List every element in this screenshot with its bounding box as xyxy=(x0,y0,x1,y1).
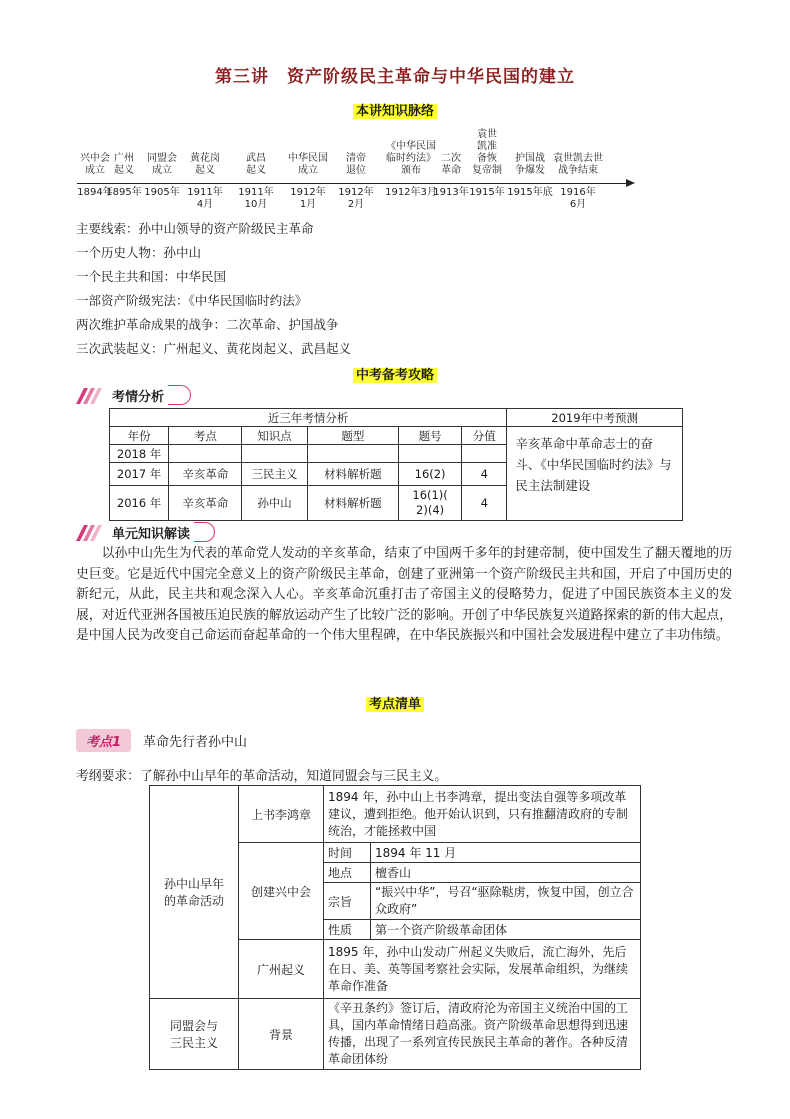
row-label: 广州起义 xyxy=(239,940,324,999)
sub-key: 宗旨 xyxy=(324,883,371,920)
timeline-year-label: 1911年 10月 xyxy=(238,187,274,210)
summary-line: 一部资产阶级宪法：《中华民国临时约法》 xyxy=(76,293,308,308)
exam-analysis-bar: 考情分析 xyxy=(76,385,191,405)
timeline-year-label: 1894年 xyxy=(77,187,113,198)
timeline-year-label: 1905年 xyxy=(144,187,180,198)
timeline-event-label: 中华民国 成立 xyxy=(288,153,328,176)
timeline-year-label: 1915年底 xyxy=(507,187,553,198)
row-text: 1895 年，孙中山发动广州起义失败后，流亡海外，先后在日、美、英等国考察社会实际，发展革命组织，为继续革命作准备 xyxy=(324,940,641,999)
kaodian-title: 革命先行者孙中山 xyxy=(143,735,248,750)
row-text: 1894 年，孙中山上书李鸿章，提出变法自强等多项改革建议，遭到拒绝。他开始认识到，只有推翻清政府的专制统治，才能拯救中国 xyxy=(324,786,641,843)
timeline-axis xyxy=(77,183,627,184)
timeline-event-label: 护国战 争爆发 xyxy=(515,153,545,176)
page-title: 第三讲 资产阶级民主革命与中华民国的建立 xyxy=(215,67,575,87)
summary-line: 一个历史人物：孙中山 xyxy=(76,245,202,260)
stripes-icon xyxy=(76,386,104,404)
section-title-knowledge: 本讲知识脉络 xyxy=(0,100,790,119)
timeline-year-label: 1916年 6月 xyxy=(560,187,596,210)
kaodian-1-header xyxy=(76,729,247,752)
col-header: 考点 xyxy=(169,427,242,445)
col-header: 题号 xyxy=(398,427,461,445)
header-right: 2019年中考预测 xyxy=(507,409,683,427)
timeline-year-label: 1912年 2月 xyxy=(338,187,374,210)
table-row: 2018 年 xyxy=(110,445,683,463)
timeline-event-label: 广州 起义 xyxy=(114,153,134,176)
timeline-year-label: 1911年 4月 xyxy=(187,187,223,210)
summary-line: 两次维护革命成果的战争：二次革命、护国战争 xyxy=(76,317,339,332)
sub-value: 1894 年 11 月 xyxy=(371,843,641,863)
unit-reading-text: 以孙中山先生为代表的革命党人发动的辛亥革命，结束了中国两千多年的封建帝制，使中国发生了翻天覆地的历史巨变。它是近代中国完全意义上的资产阶级民主革命，创建了亚洲第一个资产阶级民主共和国，开启了中国历史的新纪元，从此，民主共和观念深入人心。辛亥革命沉重打击了帝国主义的侵略势力，促进了中国民族资本主义的发展，对近代亚洲各国被压迫民族的解放运动产生了比较广泛的影响。开创了中华民族复兴道路探索的新的伟大起点，是中国人民为改变自己命运而奋起革命的一个伟大里程碑，在中华民族振兴和中国社会发展进程中建立了丰功伟绩。 xyxy=(76,546,732,643)
row-text: 《辛丑条约》签订后，清政府沦为帝国主义统治中国的工具，国内革命情绪日趋高涨。资产阶级革命思想得到迅速传播，出现了一系列宣传民族民主革命的著作。各种反清革命团体纷 xyxy=(324,999,641,1070)
summary-line: 主要线索：孙中山领导的资产阶级民主革命 xyxy=(76,221,314,236)
section-title-points: 考点清单 xyxy=(0,693,790,712)
section-title-strategy: 中考备考攻略 xyxy=(0,364,790,383)
sub-key: 地点 xyxy=(324,863,371,883)
header-left: 近三年考情分析 xyxy=(110,409,507,427)
col-header: 知识点 xyxy=(242,427,307,445)
table-row: 2016 年 辛亥革命 孙中山 材料解析题 16(1)( 2)(4) 4 xyxy=(110,486,683,521)
stripes-icon xyxy=(76,523,104,541)
col-header: 分值 xyxy=(462,427,507,445)
summary-line: 一个民主共和国：中华民国 xyxy=(76,269,227,284)
prediction-cell: 辛亥革命中革命志士的奋斗、《中华民国临时约法》与民主法制建设 xyxy=(507,427,683,521)
group-cell: 孙中山早年 的革命活动 xyxy=(150,786,239,999)
sub-value: 檀香山 xyxy=(371,863,641,883)
row-label: 背景 xyxy=(239,999,324,1070)
timeline-event-label: 武昌 起义 xyxy=(246,153,266,176)
timeline-event-label: 二次 革命 xyxy=(441,153,461,176)
timeline-event-label: 黄花岗 起义 xyxy=(190,153,220,176)
row-label: 上书李鸿章 xyxy=(239,786,324,843)
kaodian-requirement: 考纲要求：了解孙中山早年的革命活动，知道同盟会与三民主义。 xyxy=(76,769,448,784)
timeline-event-label: 《中华民国 临时约法》 颁布 xyxy=(386,141,436,176)
timeline-year-label: 1913年 xyxy=(433,187,469,198)
timeline-event-label: 同盟会 成立 xyxy=(147,153,177,176)
sub-key: 性质 xyxy=(324,920,371,940)
timeline-event-label: 清帝 退位 xyxy=(346,153,366,176)
exam-analysis-table xyxy=(109,408,683,521)
timeline xyxy=(0,120,790,220)
timeline-event-label: 袁世凯去世 战争结束 xyxy=(553,153,603,176)
unit-reading-bar: 单元知识解读 xyxy=(76,522,215,542)
col-header: 题型 xyxy=(307,427,398,445)
kaodian-badge: 考点1 xyxy=(76,729,131,752)
timeline-year-label: 1912年 1月 xyxy=(290,187,326,210)
timeline-event-label: 袁世 凯准 备恢 复帝制 xyxy=(472,129,502,176)
sub-value: “振兴中华”，号召“驱除鞑虏，恢复中国，创立合众政府” xyxy=(371,883,641,920)
table-row: 2017 年 辛亥革命 三民主义 材料解析题 16(2) 4 xyxy=(110,463,683,486)
timeline-event-label: 兴中会 成立 xyxy=(80,153,110,176)
sub-value: 第一个资产阶级革命团体 xyxy=(371,920,641,940)
timeline-year-label: 1895年 xyxy=(106,187,142,198)
col-header: 年份 xyxy=(110,427,169,445)
row-label: 创建兴中会 xyxy=(239,843,324,940)
group-cell: 同盟会与 三民主义 xyxy=(150,999,239,1070)
summary-line: 三次武装起义：广州起义、黄花岗起义、武昌起义 xyxy=(76,341,352,356)
timeline-year-label: 1912年3月 xyxy=(385,187,437,198)
summary-list xyxy=(76,221,351,357)
timeline-year-label: 1915年 xyxy=(469,187,505,198)
sub-key: 时间 xyxy=(324,843,371,863)
sun-yatsen-table xyxy=(149,785,641,1070)
arrow-right-icon xyxy=(626,179,635,187)
